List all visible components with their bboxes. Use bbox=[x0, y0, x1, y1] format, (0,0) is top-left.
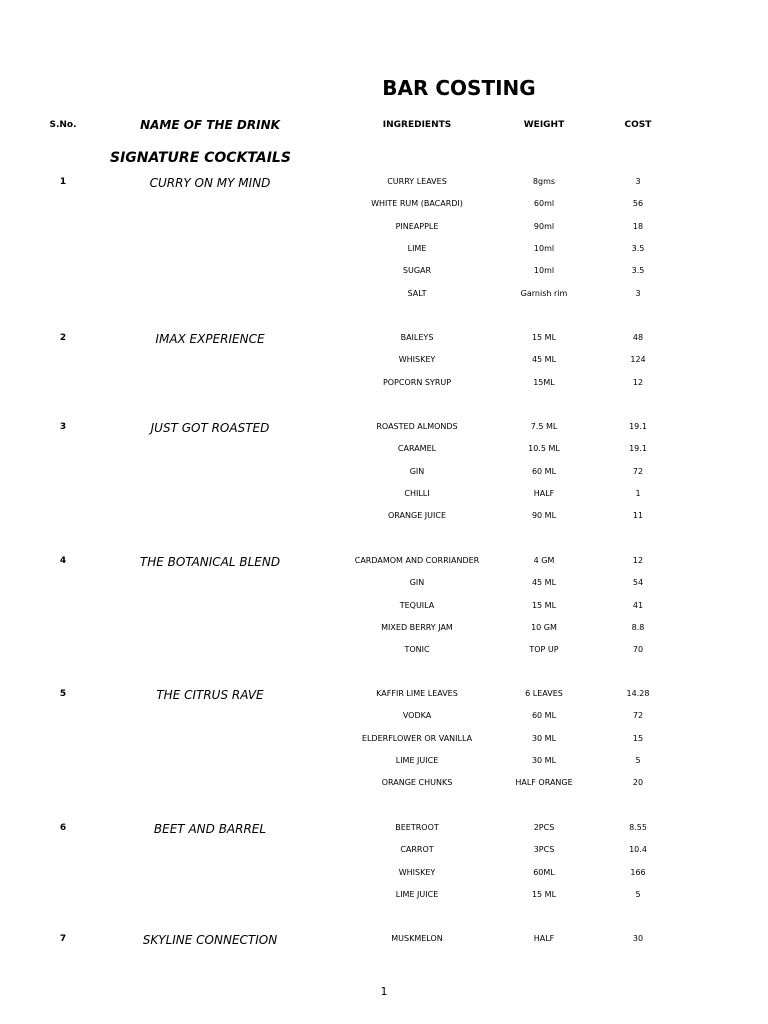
drink-number: 5 bbox=[59, 689, 67, 699]
drink-name: IMAX EXPERIENCE bbox=[155, 332, 265, 346]
ingredient-cell: WHISKEY bbox=[398, 355, 436, 364]
ingredient-cell: SUGAR bbox=[402, 266, 432, 275]
weight-cell: TOP UP bbox=[529, 645, 559, 654]
cost-cell: 19.1 bbox=[629, 444, 647, 453]
cost-cell: 54 bbox=[632, 578, 644, 587]
weight-cell: 10ml bbox=[533, 266, 555, 275]
drink-number: 7 bbox=[59, 934, 67, 944]
ingredient-cell: BAILEYS bbox=[400, 333, 434, 342]
weight-cell: 2PCS bbox=[533, 823, 555, 832]
weight-cell: 10 GM bbox=[531, 623, 557, 632]
header-sno: S.No. bbox=[49, 120, 77, 130]
ingredient-cell: KAFFIR LIME LEAVES bbox=[376, 689, 458, 698]
ingredient-cell: CURRY LEAVES bbox=[387, 177, 447, 186]
cost-cell: 1 bbox=[635, 489, 641, 498]
weight-cell: 6 LEAVES bbox=[525, 689, 563, 698]
cost-cell: 5 bbox=[635, 890, 641, 899]
ingredient-cell: CARROT bbox=[400, 845, 434, 854]
cost-cell: 3 bbox=[635, 177, 641, 186]
weight-cell: 4 GM bbox=[533, 556, 555, 565]
ingredient-cell: SALT bbox=[407, 289, 427, 298]
cost-cell: 11 bbox=[632, 511, 644, 520]
cost-cell: 56 bbox=[632, 199, 644, 208]
header-ingredients: INGREDIENTS bbox=[382, 120, 452, 130]
weight-cell: 90ml bbox=[533, 222, 555, 231]
drink-number: 1 bbox=[59, 177, 67, 187]
ingredient-cell: CHILLI bbox=[404, 489, 430, 498]
drink-name: BEET AND BARREL bbox=[153, 822, 267, 836]
ingredient-cell: ELDERFLOWER OR VANILLA bbox=[361, 734, 473, 743]
cost-cell: 3 bbox=[635, 289, 641, 298]
ingredient-cell: LIME JUICE bbox=[395, 890, 439, 899]
weight-cell: 45 ML bbox=[531, 355, 557, 364]
cost-cell: 20 bbox=[632, 778, 644, 787]
header-drink-name: NAME OF THE DRINK bbox=[140, 118, 280, 132]
ingredient-cell: TONIC bbox=[404, 645, 430, 654]
cost-cell: 19.1 bbox=[629, 422, 647, 431]
cost-cell: 72 bbox=[632, 467, 644, 476]
cost-cell: 5 bbox=[635, 756, 641, 765]
weight-cell: Garnish rim bbox=[520, 289, 568, 298]
ingredient-cell: ORANGE JUICE bbox=[388, 511, 446, 520]
drink-number: 4 bbox=[59, 556, 67, 566]
cost-cell: 41 bbox=[632, 601, 644, 610]
drink-name: THE CITRUS RAVE bbox=[156, 688, 264, 702]
weight-cell: 90 ML bbox=[531, 511, 557, 520]
ingredient-cell: LIME bbox=[407, 244, 427, 253]
weight-cell: 30 ML bbox=[531, 734, 557, 743]
weight-cell: 10.5 ML bbox=[528, 444, 560, 453]
cost-cell: 72 bbox=[632, 711, 644, 720]
weight-cell: HALF bbox=[533, 934, 555, 943]
ingredient-cell: PINEAPPLE bbox=[395, 222, 439, 231]
drink-name: JUST GOT ROASTED bbox=[150, 421, 270, 435]
ingredient-cell: BEETROOT bbox=[395, 823, 439, 832]
cost-cell: 18 bbox=[632, 222, 644, 231]
header-cost: COST bbox=[624, 120, 652, 130]
drink-name: THE BOTANICAL BLEND bbox=[139, 555, 281, 569]
ingredient-cell: CARAMEL bbox=[397, 444, 437, 453]
cost-cell: 8.55 bbox=[629, 823, 647, 832]
cost-cell: 12 bbox=[632, 556, 644, 565]
ingredient-cell: TEQUILA bbox=[399, 601, 435, 610]
weight-cell: 3PCS bbox=[533, 845, 555, 854]
weight-cell: 8gms bbox=[532, 177, 556, 186]
ingredient-cell: ROASTED ALMONDS bbox=[376, 422, 458, 431]
weight-cell: HALF ORANGE bbox=[515, 778, 573, 787]
cost-cell: 3.5 bbox=[631, 244, 645, 253]
ingredient-cell: LIME JUICE bbox=[395, 756, 439, 765]
weight-cell: 60 ML bbox=[531, 467, 557, 476]
drink-number: 6 bbox=[59, 823, 67, 833]
weight-cell: 60 ML bbox=[531, 711, 557, 720]
ingredient-cell: MIXED BERRY JAM bbox=[381, 623, 453, 632]
weight-cell: HALF bbox=[533, 489, 555, 498]
weight-cell: 15 ML bbox=[531, 890, 557, 899]
drink-number: 3 bbox=[59, 422, 67, 432]
weight-cell: 60ML bbox=[533, 868, 555, 877]
ingredient-cell: GIN bbox=[409, 467, 425, 476]
ingredient-cell: ORANGE CHUNKS bbox=[381, 778, 453, 787]
weight-cell: 15 ML bbox=[531, 333, 557, 342]
cost-cell: 30 bbox=[632, 934, 644, 943]
drink-name: SKYLINE CONNECTION bbox=[142, 933, 278, 947]
cost-cell: 70 bbox=[632, 645, 644, 654]
page-number: 1 bbox=[380, 985, 388, 998]
cost-cell: 124 bbox=[630, 355, 646, 364]
ingredient-cell: GIN bbox=[409, 578, 425, 587]
drink-name: CURRY ON MY MIND bbox=[149, 176, 271, 190]
ingredient-cell: MUSKMELON bbox=[391, 934, 443, 943]
header-weight: WEIGHT bbox=[523, 120, 565, 130]
ingredient-cell: CARDAMOM AND CORRIANDER bbox=[354, 556, 480, 565]
cost-cell: 12 bbox=[632, 378, 644, 387]
ingredient-cell: WHISKEY bbox=[398, 868, 436, 877]
drink-number: 2 bbox=[59, 333, 67, 343]
weight-cell: 15ML bbox=[533, 378, 555, 387]
cost-cell: 48 bbox=[632, 333, 644, 342]
weight-cell: 60ml bbox=[533, 199, 555, 208]
cost-cell: 10.4 bbox=[629, 845, 647, 854]
ingredient-cell: WHITE RUM (BACARDI) bbox=[371, 199, 463, 208]
weight-cell: 45 ML bbox=[531, 578, 557, 587]
cost-cell: 14.28 bbox=[626, 689, 650, 698]
weight-cell: 30 ML bbox=[531, 756, 557, 765]
weight-cell: 7.5 ML bbox=[530, 422, 558, 431]
cost-cell: 3.5 bbox=[631, 266, 645, 275]
ingredient-cell: VODKA bbox=[402, 711, 432, 720]
cost-cell: 166 bbox=[630, 868, 646, 877]
page-title: BAR COSTING bbox=[382, 76, 536, 100]
section-title: SIGNATURE COCKTAILS bbox=[110, 150, 291, 166]
cost-cell: 8.8 bbox=[631, 623, 645, 632]
weight-cell: 10ml bbox=[533, 244, 555, 253]
ingredient-cell: POPCORN SYRUP bbox=[382, 378, 452, 387]
cost-cell: 15 bbox=[632, 734, 644, 743]
weight-cell: 15 ML bbox=[531, 601, 557, 610]
